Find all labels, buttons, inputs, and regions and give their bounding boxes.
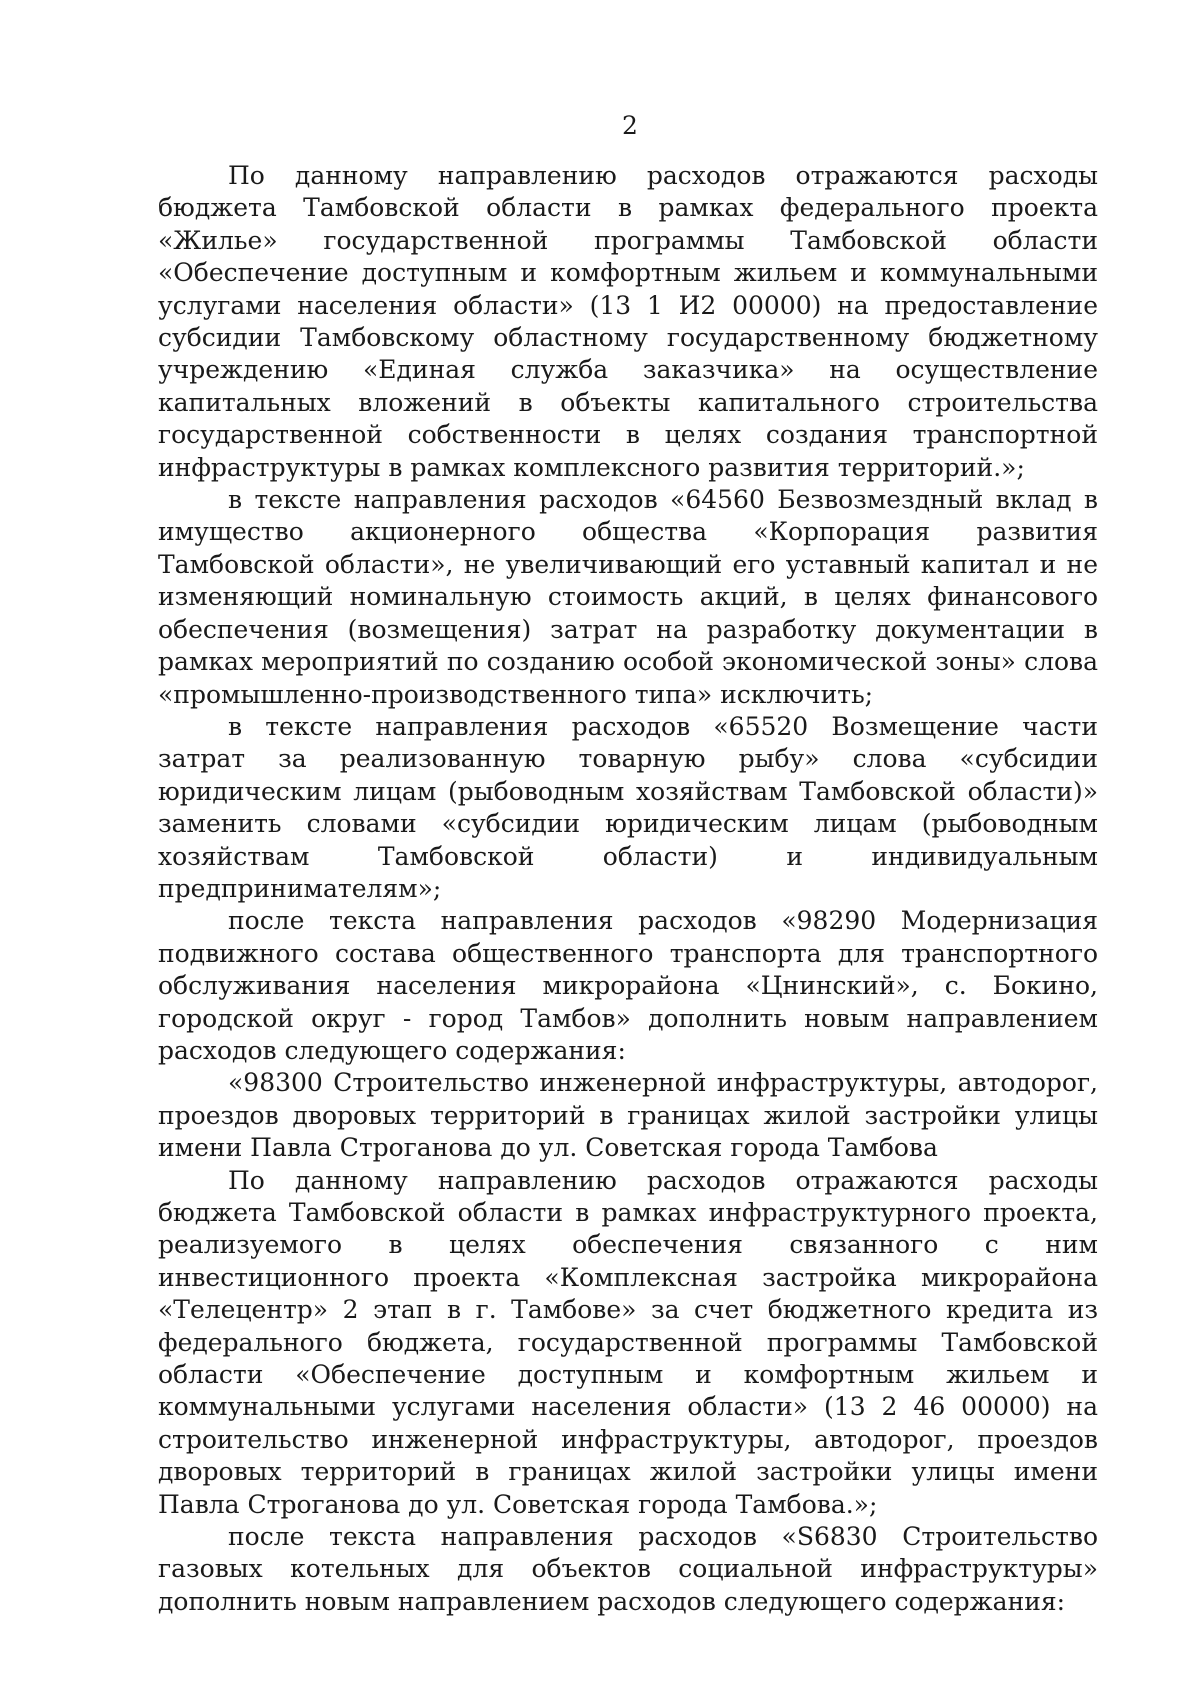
paragraph-98290: после текста направления расходов «98290 Модернизация подвижного состава общественного транспорта для транспортного обслуживания населения микрорайона «Цнинский», с. Бокино, городской округ - город Тамбов» дополнить новым направлением расходов следующего содержания:: [158, 906, 1098, 1065]
paragraph-64560: в тексте направления расходов «64560 Безвозмездный вклад в имущество акционерного общества «Корпорация развития Тамбовской области», не увеличивающий его уставный капитал и не изменяющий номинальную стоимость акций, в целях финансового обеспечения (возмещения) затрат на разработку документации в рамках мероприятий по созданию особой экономической зоны» слова «промышленно-производственного типа» исключить;: [158, 485, 1098, 709]
paragraph-s6830: после текста направления расходов «S6830 Строительство газовых котельных для объектов социальной инфраструктуры» дополнить новым направлением расходов следующего содержания:: [158, 1522, 1098, 1616]
paragraph-zhilye-project: По данному направлению расходов отражаются расходы бюджета Тамбовской области в рамках федерального проекта «Жилье» государственной программы Тамбовской области «Обеспечение доступным и комфортным жильем и коммунальными услугами населения области» (13 1 И2 00000) на предоставление субсидии Тамбовскому областному государственному бюджетному учреждению «Единая служба заказчика» на осуществление капитальных вложений в объекты капитального строительства государственной собственности в целях создания транспортной инфраструктуры в рамках комплексного развития территорий.»;: [158, 161, 1098, 482]
page-number: 2: [622, 111, 638, 140]
paragraph-65520: в тексте направления расходов «65520 Возмещение части затрат за реализованную товарную рыбу» слова «субсидии юридическим лицам (рыбоводным хозяйствам Тамбовской области)» заменить словами «субсидии юридическим лицам (рыбоводным хозяйствам Тамбовской области) и индивидуальным предпринимателям»;: [158, 711, 1098, 903]
document-body: [158, 160, 1098, 1618]
paragraph-98300-title: «98300 Строительство инженерной инфраструктуры, автодорог, проездов дворовых территорий в границах жилой застройки улицы имени Павла Строганова до ул. Советская города Тамбова: [158, 1068, 1098, 1163]
paragraph-98300-description: По данному направлению расходов отражаются расходы бюджета Тамбовской области в рамках инфраструктурного проекта, реализуемого в целях обеспечения связанного с ним инвестиционного проекта «Комплексная застройка микрорайона «Телецентр» 2 этап в г. Тамбове» за счет бюджетного кредита из федерального бюджета, государственной программы Тамбовской области «Обеспечение доступным и комфортным жильем и коммунальными услугами населения области» (13 2 46 00000) на строительство инженерной инфраструктуры, автодорог, проездов дворовых территорий в границах жилой застройки улицы имени Павла Строганова до ул. Советская города Тамбова.»;: [158, 1165, 1098, 1519]
